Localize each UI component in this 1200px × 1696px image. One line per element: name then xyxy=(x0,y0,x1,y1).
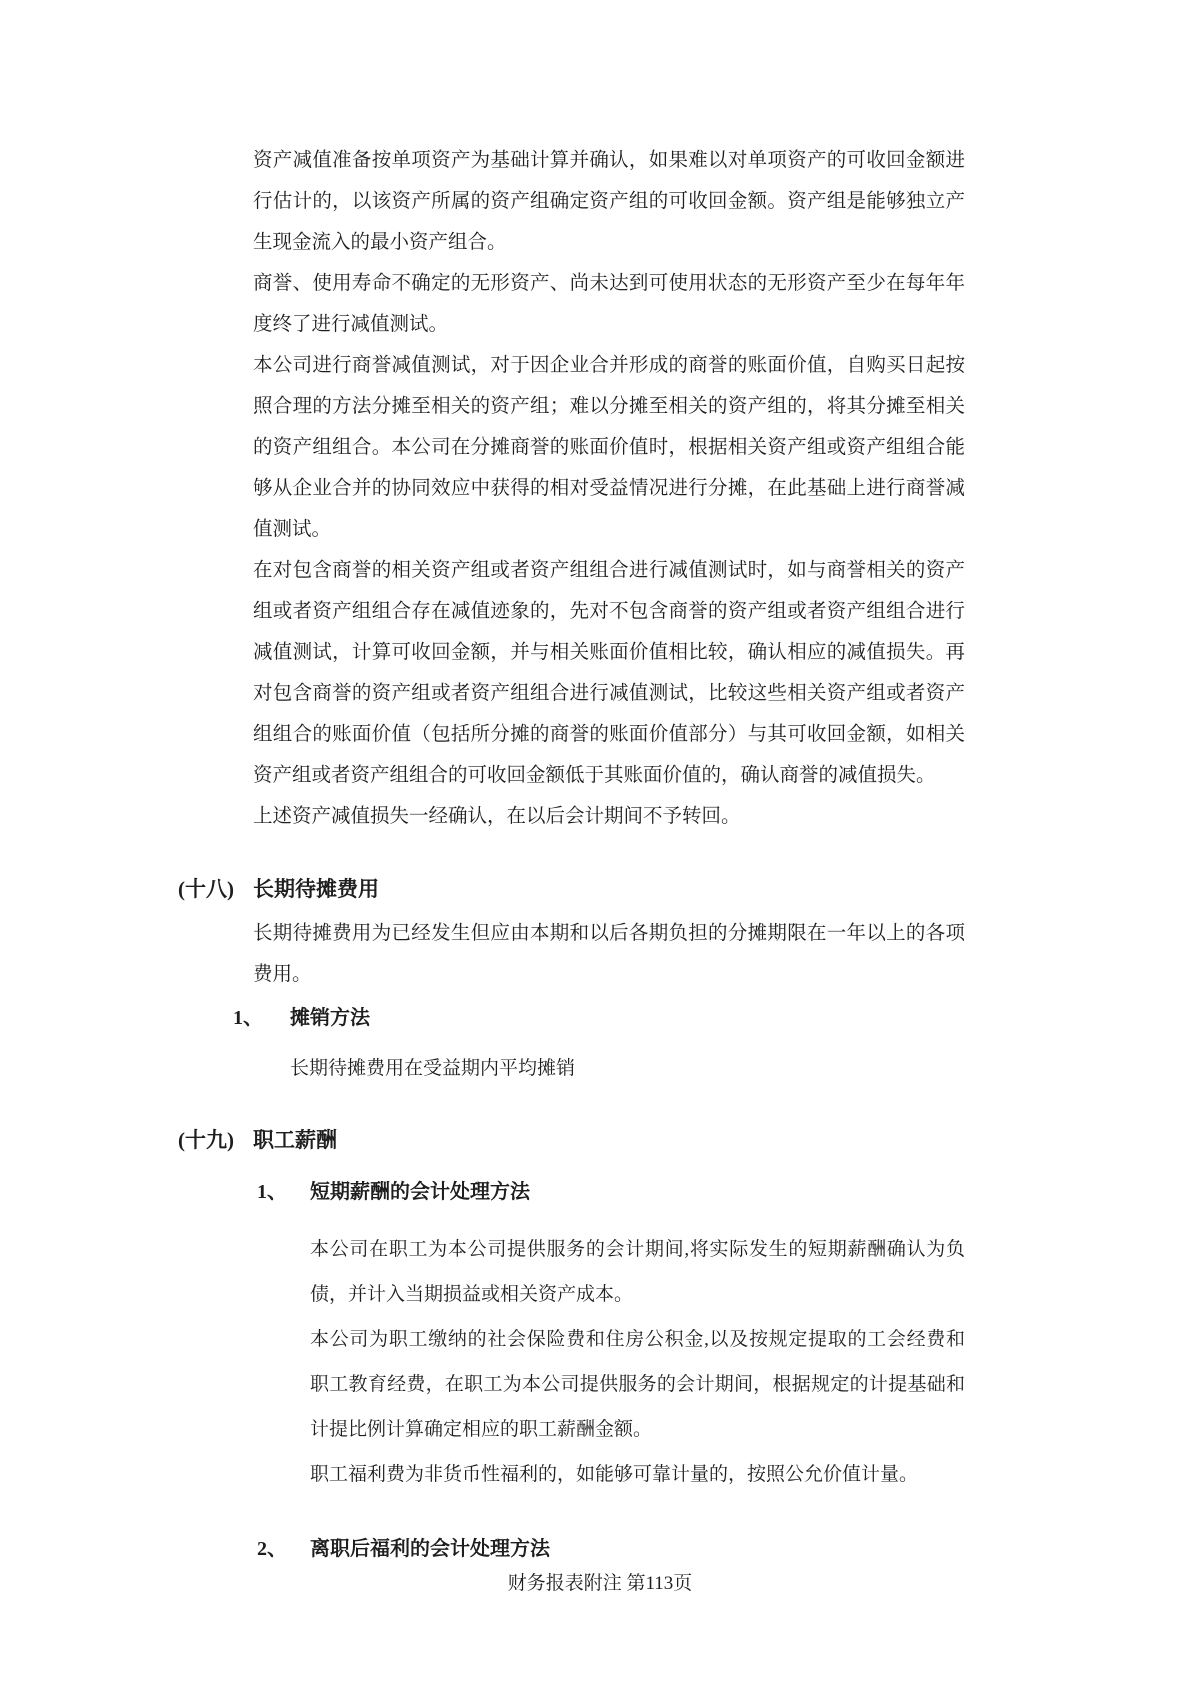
paragraph-goodwill-test-procedure xyxy=(253,550,965,796)
item-title: 离职后福利的会计处理方法 xyxy=(310,1538,550,1560)
section-18-heading xyxy=(178,876,968,902)
text-line: 照合理的方法分摊至相关的资产组；难以分摊至相关的资产组的，将其分摊至相关 xyxy=(253,396,965,417)
text-line: 资产减值准备按单项资产为基础计算并确认，如果难以对单项资产的可收回金额进 xyxy=(253,150,965,171)
paragraph-no-reversal xyxy=(253,796,965,837)
text-line: 够从企业合并的协同效应中获得的相对受益情况进行分摊，在此基础上进行商誉减 xyxy=(253,478,965,499)
section-18-item-1-body xyxy=(290,1046,965,1091)
text-line: 长期待摊费用在受益期内平均摊销 xyxy=(290,1058,576,1079)
page-footer xyxy=(0,1572,1200,1596)
text-line: 组组合的账面价值（包括所分摊的商誉的账面价值部分）与其可收回金额，如相关 xyxy=(253,724,965,745)
section-19-item-1-body xyxy=(310,1227,965,1497)
section-19-title: 职工薪酬 xyxy=(253,1128,337,1152)
section-19-item-2-heading xyxy=(257,1537,965,1562)
text-line: 债，并计入当期损益或相关资产成本。 xyxy=(310,1284,634,1305)
section-18-title: 长期待摊费用 xyxy=(253,877,379,901)
text-line: 生现金流入的最小资产组合。 xyxy=(253,232,507,253)
text-line: 度终了进行减值测试。 xyxy=(253,314,449,335)
text-line: 组或者资产组组合存在减值迹象的，先对不包含商誉的资产组或者资产组组合进行 xyxy=(253,601,965,622)
page-footer-label: 财务报表附注 第113页 xyxy=(507,1573,693,1594)
text-line: 长期待摊费用为已经发生但应由本期和以后各期负担的分摊期限在一年以上的各项 xyxy=(253,923,965,944)
section-19-item-1-heading xyxy=(257,1180,965,1205)
text-line: 职工教育经费，在职工为本公司提供服务的会计期间，根据规定的计提基础和 xyxy=(310,1374,965,1395)
item-number: 1、 xyxy=(257,1181,287,1203)
section-18-label: (十八) xyxy=(178,877,234,901)
text-line: 商誉、使用寿命不确定的无形资产、尚未达到可使用状态的无形资产至少在每年年 xyxy=(253,273,965,294)
text-line: 本公司在职工为本公司提供服务的会计期间,将实际发生的短期薪酬确认为负 xyxy=(310,1239,965,1260)
section-19-heading xyxy=(178,1127,968,1153)
impairment-paragraphs xyxy=(253,140,965,837)
item-number: 1、 xyxy=(233,1007,263,1029)
text-line: 上述资产减值损失一经确认，在以后会计期间不予转回。 xyxy=(253,806,741,827)
paragraph-short-term-pay-recognition xyxy=(310,1227,965,1317)
paragraph-nonmonetary-welfare xyxy=(310,1452,965,1497)
section-18-item-1-heading xyxy=(233,1006,965,1031)
item-number: 2、 xyxy=(257,1538,287,1560)
item-title: 摊销方法 xyxy=(290,1007,370,1029)
item-title: 短期薪酬的会计处理方法 xyxy=(310,1181,530,1203)
text-line: 对包含商誉的资产组或者资产组组合进行减值测试，比较这些相关资产组或者资产 xyxy=(253,683,965,704)
paragraph-goodwill-allocation xyxy=(253,345,965,550)
text-line: 行估计的，以该资产所属的资产组确定资产组的可收回金额。资产组是能够独立产 xyxy=(253,191,965,212)
text-line: 职工福利费为非货币性福利的，如能够可靠计量的，按照公允价值计量。 xyxy=(310,1464,919,1485)
paragraph-goodwill-annual-test xyxy=(253,263,965,345)
section-18-intro xyxy=(253,913,965,995)
text-line: 计提比例计算确定相应的职工薪酬金额。 xyxy=(310,1419,653,1440)
text-line: 本公司进行商誉减值测试，对于因企业合并形成的商誉的账面价值，自购买日起按 xyxy=(253,355,965,376)
text-line: 本公司为职工缴纳的社会保险费和住房公积金,以及按规定提取的工会经费和 xyxy=(310,1329,965,1350)
text-line: 费用。 xyxy=(253,964,312,985)
text-line: 在对包含商誉的相关资产组或者资产组组合进行减值测试时，如与商誉相关的资产 xyxy=(253,560,965,581)
section-19-label: (十九) xyxy=(178,1128,234,1152)
text-line: 减值测试，计算可收回金额，并与相关账面价值相比较，确认相应的减值损失。再 xyxy=(253,642,965,663)
paragraph-impairment-basis xyxy=(253,140,965,263)
text-line: 的资产组组合。本公司在分摊商誉的账面价值时，根据相关资产组或资产组组合能 xyxy=(253,437,965,458)
text-line: 值测试。 xyxy=(253,519,332,540)
paragraph-social-insurance xyxy=(310,1317,965,1452)
text-line: 资产组或者资产组组合的可收回金额低于其账面价值的，确认商誉的减值损失。 xyxy=(253,765,936,786)
